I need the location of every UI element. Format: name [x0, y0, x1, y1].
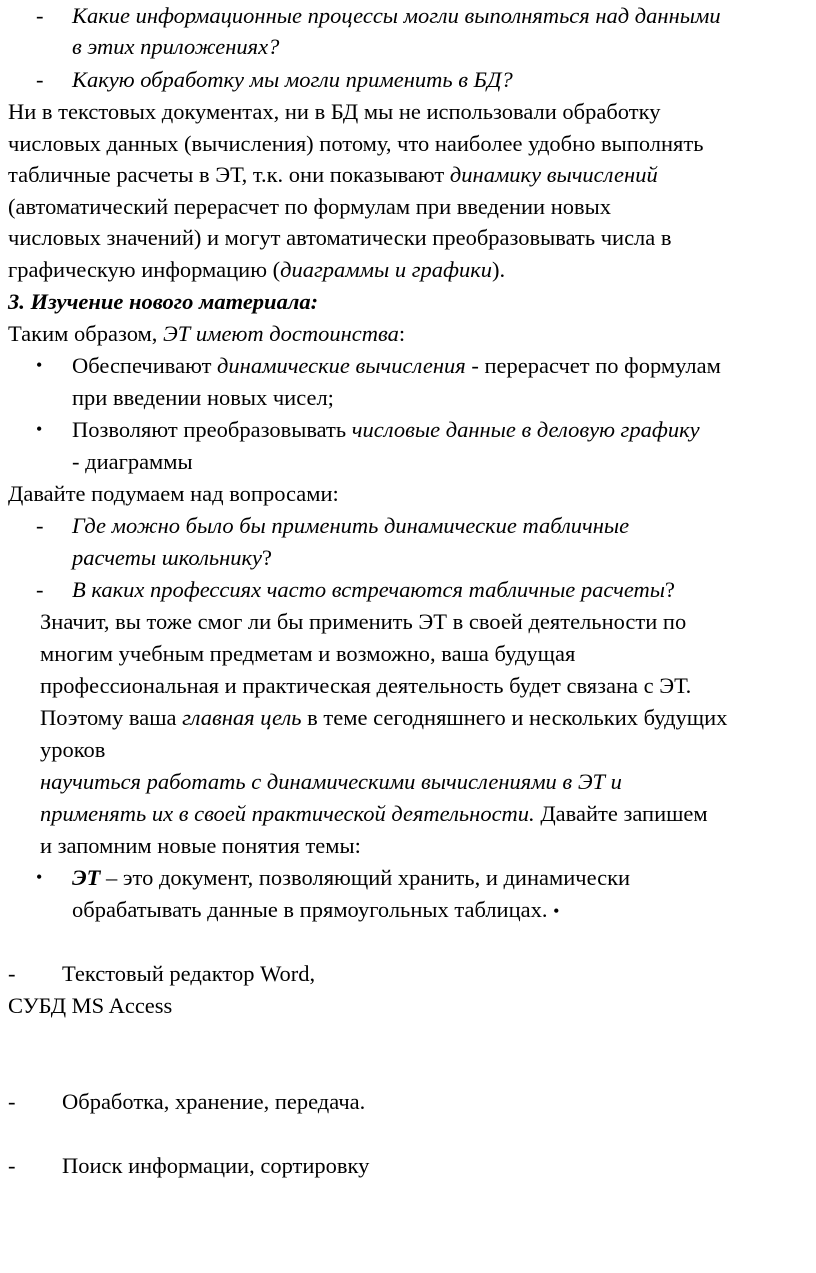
para1-line-2: числовых данных (вычисления) потому, что наиболее удобно выполнять [8, 131, 704, 156]
advantages-intro: Таким образом, ЭТ имеют достоинства: [8, 321, 406, 346]
para2-line-5: уроков [40, 737, 106, 762]
q3-line-1: Где можно было бы применить динамические табличные [72, 513, 630, 538]
definition-line-1: ЭТ – это документ, позволяющий хранить, и динамически [72, 865, 631, 890]
think-prompt: Давайте подумаем над вопросами: [8, 481, 339, 506]
answer-3-dash: - [8, 1153, 16, 1178]
definition-bullet-mark: • [36, 867, 43, 887]
bullet-1-line-1: Обеспечивают динамические вычисления - перерасчет по формулам [72, 353, 721, 378]
para2-line-6: научиться работать с динамическими вычислениями в ЭТ и [40, 769, 622, 794]
para2-line-8: и запомним новые понятия темы: [40, 833, 361, 858]
bullet-2-line-2: - диаграммы [72, 449, 193, 474]
q4-dash: - [36, 577, 44, 602]
q1-line-2: в этих приложениях? [72, 34, 280, 59]
answer-3-text: Поиск информации, сортировку [62, 1153, 370, 1178]
q3-line-2: расчеты школьнику? [72, 545, 273, 570]
answer-1-text: Текстовый редактор Word, [62, 961, 316, 986]
q2-text: Какую обработку мы могли применить в БД? [72, 67, 513, 92]
para1-line-3: табличные расчеты в ЭТ, т.к. они показывают динамику вычислений [8, 162, 658, 187]
q3-dash: - [36, 513, 44, 538]
definition-line-2: обрабатывать данные в прямоугольных таблицах. • [72, 897, 560, 922]
answer-2-text: Обработка, хранение, передача. [62, 1089, 366, 1114]
para1-line-1: Ни в текстовых документах, ни в БД мы не использовали обработку [8, 99, 661, 124]
definition-term: ЭТ [72, 865, 101, 890]
para2-line-1: Значит, вы тоже смог ли бы применить ЭТ в своей деятельности по [40, 609, 687, 634]
q1-line-1: Какие информационные процессы могли выполняться над данными [72, 3, 721, 28]
bullet-1-line-2: при введении новых чисел; [72, 385, 334, 410]
answer-1-line-2: СУБД MS Access [8, 993, 173, 1018]
para2-line-3: профессиональная и практическая деятельность будет связана с ЭТ. [40, 673, 692, 698]
para1-line-6: графическую информацию (диаграммы и графики). [8, 257, 506, 282]
para2-line-7: применять их в своей практической деятельности. Давайте запишем [40, 801, 708, 826]
para2-line-4: Поэтому ваша главная цель в теме сегодняшнего и нескольких будущих [40, 705, 728, 730]
answer-1-dash: - [8, 961, 16, 986]
q2-dash: - [36, 67, 44, 92]
q4-text: В каких профессиях часто встречаются табличные расчеты? [72, 577, 676, 602]
definition-trailing-dot: • [553, 901, 560, 921]
para1-line-5: числовых значений) и могут автоматически преобразовывать числа в [8, 225, 672, 250]
section-heading: 3. Изучение нового материала: [8, 289, 319, 314]
bullet-1-mark: • [36, 355, 43, 375]
bullet-2-mark: • [36, 419, 43, 439]
q1-dash: - [36, 3, 44, 28]
answer-2-dash: - [8, 1089, 16, 1114]
para2-line-2: многим учебным предметам и возможно, ваша будущая [40, 641, 576, 666]
para1-line-4: (автоматический перерасчет по формулам при введении новых [8, 194, 612, 219]
bullet-2-line-1: Позволяют преобразовывать числовые данные в деловую графику [72, 417, 700, 442]
